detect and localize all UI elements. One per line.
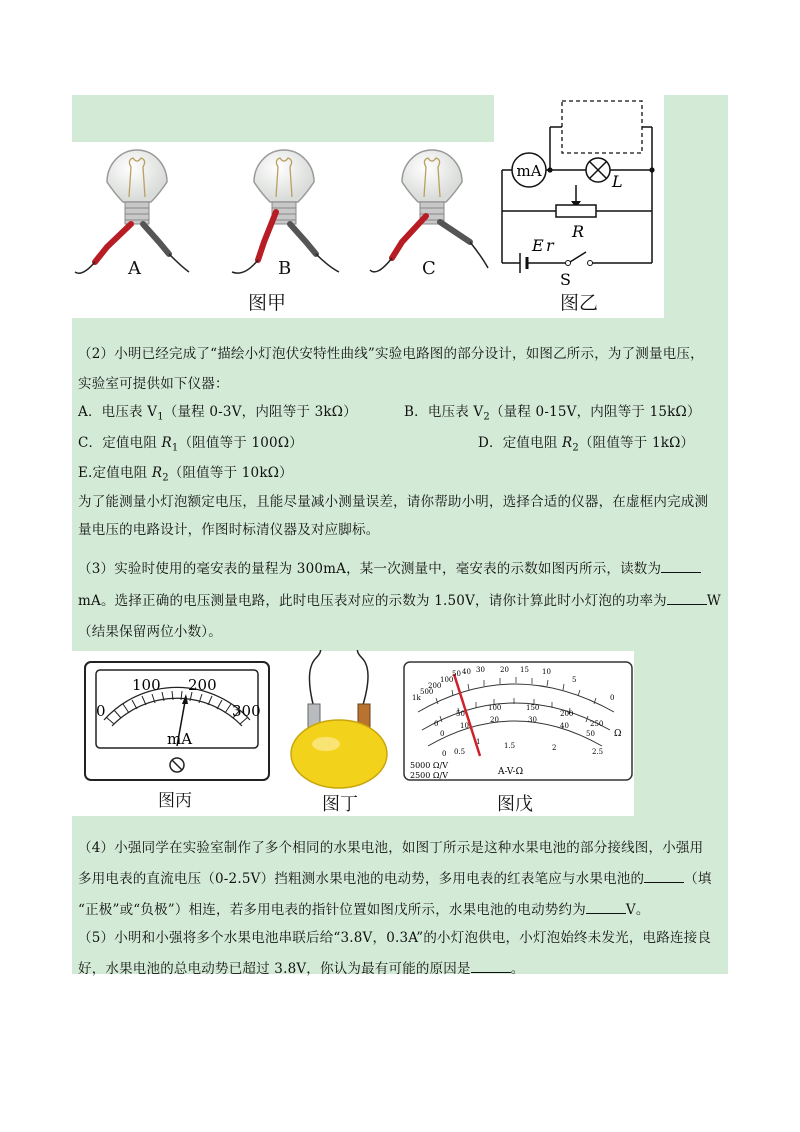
circuit-r-label: r (546, 236, 554, 255)
multimeter-top-scale-1k: 1k (412, 694, 421, 702)
q2-option-e-post: （阻值等于 10kΩ） (168, 465, 293, 481)
figure-ding-caption: 图丁 (322, 794, 358, 815)
q2-option-a (78, 402, 357, 428)
multimeter-low-scale-10: 10 (460, 722, 469, 730)
multimeter-note-1: 5000 Ω/V (410, 761, 449, 770)
q2-option-d-post: （阻值等于 1kΩ） (578, 435, 695, 451)
right-green-panel (664, 95, 728, 320)
q4-line2 (78, 868, 712, 889)
q2-option-e-var: R (151, 465, 163, 481)
figure-bing-caption: 图丙 (158, 791, 192, 811)
q3-line1-text: （3）实验时使用的毫安表的量程为 300mA，某一次测量中，毫安表的示数如图丙所示，读数为 (78, 561, 662, 577)
circuit-lamp-label: L (612, 172, 623, 191)
multimeter-top-scale-30: 30 (476, 666, 485, 674)
q5-line2 (78, 958, 524, 979)
q4-line3-post: V。 (625, 902, 650, 918)
q2-option-b (404, 402, 701, 428)
q4-line1: （4）小强同学在实验室制作了多个相同的水果电池，如图丁所示是这种水果电池的部分接线图，小强用 (78, 840, 704, 856)
multimeter-top-scale-5: 5 (572, 676, 577, 684)
multimeter-note-2: 2500 Ω/V (410, 771, 449, 780)
figure-yi-circuit (494, 95, 664, 320)
multimeter-bottom-scale-0: 0 (442, 750, 447, 758)
q2-option-e-sub: 2 (162, 472, 169, 484)
q2-option-c-var: R (161, 435, 172, 451)
q2-option-a-pre: A．电压表 V (78, 404, 158, 420)
multimeter-low-scale-20: 20 (490, 716, 499, 724)
q3-line3: （结果保留两位小数）。 (78, 624, 222, 640)
q2-option-d-pre: D．定值电阻 (478, 435, 563, 451)
q2-option-d-var: R (562, 435, 573, 451)
multimeter-mid-scale-100: 100 (488, 704, 502, 712)
milliammeter-tick-100: 100 (132, 676, 161, 694)
bulb-label-a: A (128, 258, 141, 279)
multimeter-mid-scale-150: 150 (526, 704, 540, 712)
multimeter-low-scale-0: 0 (440, 730, 445, 738)
multimeter-top-scale-500: 500 (420, 688, 434, 696)
circuit-ammeter-label: mA (516, 162, 542, 180)
q2-option-d-sub: 2 (572, 442, 579, 454)
multimeter-mid-scale-250: 250 (590, 720, 604, 728)
circuit-switch-label: S (560, 270, 571, 289)
multimeter-bottom-scale-2.5: 2.5 (592, 748, 604, 756)
bulb-label-c: C (422, 258, 436, 279)
q2-task-line1: 为了能测量小灯泡额定电压，且能尽量减小测量误差，请你帮助小明，选择合适的仪器，在虚框内完成测 (78, 494, 709, 510)
milliammeter-tick-200: 200 (188, 676, 217, 694)
multimeter-low-scale-40: 40 (560, 722, 569, 730)
q2-option-c-sub: 1 (171, 442, 179, 454)
figure-wu-caption: 图戊 (497, 794, 533, 815)
q5-reason-blank[interactable] (471, 958, 511, 973)
multimeter-bottom-scale-1.5: 1.5 (504, 742, 516, 750)
milliammeter-tick-300: 300 (232, 702, 261, 720)
q4-pole-blank[interactable] (644, 868, 684, 883)
q5-line2-pre: 好，水果电池的总电动势已超过 3.8V，你认为最有可能的原因是 (78, 961, 471, 977)
q3-power-blank[interactable] (667, 590, 707, 605)
bulb-a (75, 150, 189, 273)
q3-line2-pre: mA。选择正确的电压测量电路，此时电压表对应的示数为 1.50V，请你计算此时小灯泡的功率为 (78, 593, 667, 609)
circuit-emf-label: E (532, 236, 544, 255)
multimeter-top-scale-15: 15 (520, 666, 529, 674)
q2-option-d (478, 433, 694, 459)
q4-line3 (78, 899, 650, 920)
multimeter-top-scale-20: 20 (500, 666, 509, 674)
multimeter-top-scale-10: 10 (542, 668, 551, 676)
q3-line1 (78, 558, 701, 579)
q2-option-b-post: （量程 0-15V，内阻等于 15kΩ） (489, 404, 701, 420)
q4-line2-post: （填 (684, 871, 712, 887)
figure-wu-multimeter (396, 660, 634, 790)
multimeter-ohm-label: Ω (614, 729, 622, 739)
q2-option-a-post: （量程 0-3V，内阻等于 3kΩ） (163, 404, 357, 420)
q2-option-b-sub: 2 (483, 411, 490, 423)
q3-line2 (78, 590, 721, 611)
q2-task-line2: 量电压的电路设计，作图时标清仪器及对应脚标。 (78, 522, 380, 538)
q3-reading-blank[interactable] (661, 558, 701, 573)
q2-intro-line1: （2）小明已经完成了“描绘小灯泡伏安特性曲线”实验电路图的部分设计，如图乙所示，为了测量电压， (78, 346, 704, 362)
q5-line1: （5）小明和小强将多个水果电池串联后给“3.8V，0.3A”的小灯泡供电，小灯泡始终未发光，电路连接良 (78, 930, 712, 946)
multimeter-mid-scale-0: 0 (434, 720, 439, 728)
milliammeter-tick-0: 0 (96, 702, 106, 720)
multimeter-top-scale-200: 200 (428, 682, 442, 690)
multimeter-mid-scale-50: 50 (456, 710, 465, 718)
q2-option-c (78, 433, 303, 459)
q4-line3-pre: “正极”或“负极”）相连，若多用电表的指针位置如图戊所示，水果电池的电动势约为 (78, 902, 586, 918)
multimeter-model: A-V-Ω (498, 767, 524, 777)
q5-line2-post: 。 (510, 961, 525, 977)
q2-option-c-post: （阻值等于 100Ω） (178, 435, 303, 451)
multimeter-bottom-scale-2: 2 (552, 744, 557, 752)
q2-option-b-pre: B．电压表 V (404, 404, 484, 420)
multimeter-top-scale-50: 50 (452, 670, 461, 678)
q2-option-e-pre: E.定值电阻 (78, 465, 152, 481)
multimeter-top-scale-0: 0 (610, 694, 615, 702)
milliammeter-unit: mA (167, 730, 193, 748)
multimeter-mid-scale-200: 200 (560, 710, 574, 718)
multimeter-low-scale-30: 30 (528, 716, 537, 724)
multimeter-top-scale-100: 100 (440, 676, 454, 684)
figure-ding-lemon (286, 650, 392, 790)
bulb-label-b: B (278, 258, 292, 279)
circuit-rheostat-label: R (572, 222, 585, 241)
multimeter-top-scale-40: 40 (462, 668, 471, 676)
figure-bing-milliammeter (82, 660, 272, 785)
q3-line2-post: W (706, 593, 721, 609)
q4-emf-blank[interactable] (586, 899, 626, 914)
q4-line2-pre: 多用电表的直流电压（0-2.5V）挡粗测水果电池的电动势，多用电表的红表笔应与水果电池的 (78, 871, 645, 887)
multimeter-bottom-scale-0.5: 0.5 (454, 748, 466, 756)
fig-wu-right-green (634, 651, 728, 816)
multimeter-low-scale-50: 50 (586, 730, 595, 738)
q2-intro-line2: 实验室可提供如下仪器： (78, 376, 229, 392)
q2-option-c-pre: C．定值电阻 (78, 435, 162, 451)
figure-yi-caption: 图乙 (560, 292, 599, 314)
top-green-strip (72, 95, 494, 142)
q2-option-a-sub: 1 (157, 411, 164, 423)
multimeter-bottom-scale-1: 1 (476, 738, 481, 746)
q2-option-e (78, 463, 293, 489)
bulb-c (370, 150, 488, 272)
figure-jia-caption: 图甲 (248, 292, 287, 314)
bulb-b (232, 150, 339, 273)
